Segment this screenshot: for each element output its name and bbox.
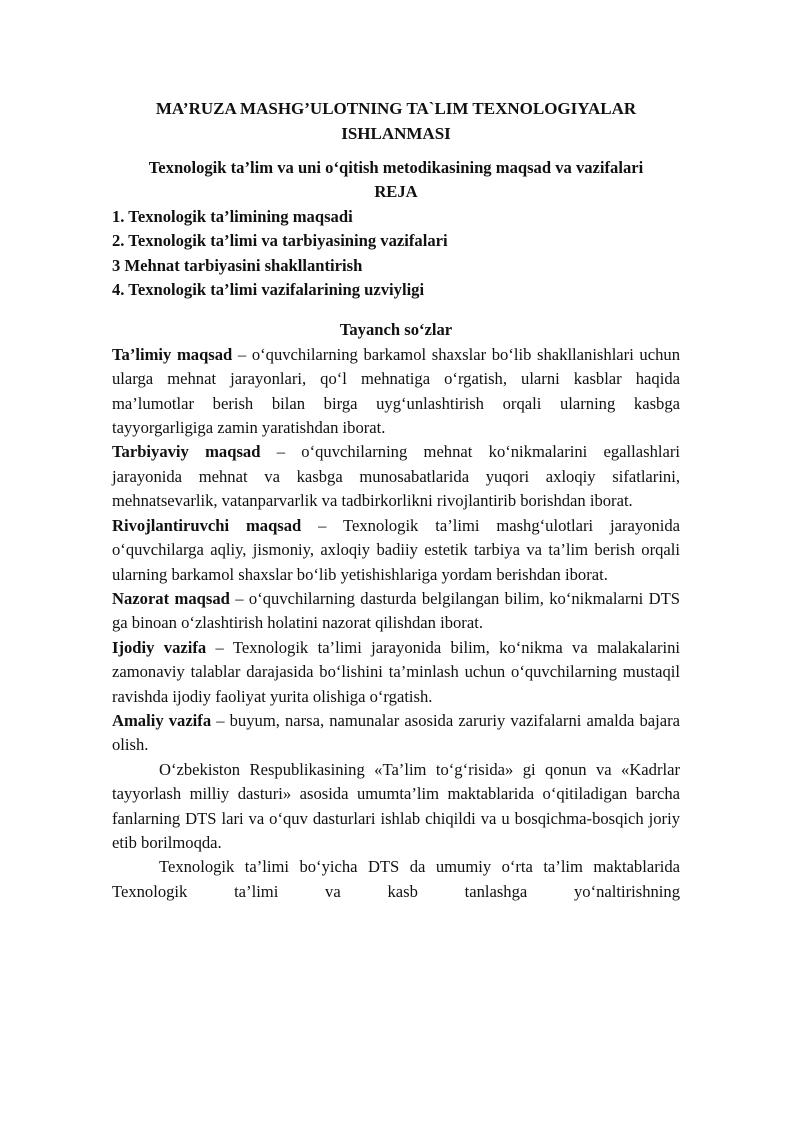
document-page — [112, 96, 680, 904]
definition-term: Nazorat maqsad — [112, 588, 230, 608]
plan-item: 1. Texnologik ta’limining maqsadi — [112, 206, 353, 226]
body-paragraph: O‘zbekiston Respublikasining «Ta’lim to‘g‘risida» gi qonun va «Kadrlar tayyorlash milliy dasturi» asosida umumta’lim maktablarida o‘qitiladigan barcha fanlarning DTS lari va o‘quv dasturlari ishlab chiqildi va u bosqichma-bosqich joriy etib borilmoqda. — [112, 759, 680, 852]
plan-item: 4. Texnologik ta’limi vazifalarining uzviyligi — [112, 280, 425, 300]
definition-talimiy — [112, 343, 680, 441]
plan-item: 2. Texnologik ta’limi va tarbiyasining vazifalari — [112, 231, 448, 251]
definition-text: – o‘quvchilarning mehnat ko‘nikmalarini egallashlari jarayonida mehnat va kasbga munosabatlarida yuqori axloqiy sifatlarini, mehnatsevarlik, vatanparvarlik va tadbirkorlikni rivojlantirib borishdan iborat. — [112, 442, 681, 511]
definition-term: Ta’limiy maqsad — [112, 344, 233, 364]
document-title: MA’RUZA MASHG’ULOTNING TA`LIM TEXNOLOGIYALAR ISHLANMASI — [155, 99, 637, 143]
definition-nazorat — [112, 587, 680, 636]
plan-item: 3 Mehnat tarbiyasini shakllantirish — [112, 255, 363, 275]
lecture-subtitle: Texnologik ta’lim va uni o‘qitish metodikasining maqsad va vazifalari — [148, 158, 644, 177]
definition-text: – o‘quvchilarning dasturda belgilangan bilim, ko‘nikmalarni DTS ga binoan o‘zlashtirish holatini nazorat qilishdan iborat. — [112, 588, 680, 633]
definition-text: – Texnologik ta’limi jarayonida bilim, ko‘nikma va malakalarini zamonaviy talablar darajasida bo‘lishini ta’minlash uchun o‘quvchilarning mustaqil ravishda ijodiy faoliyat yurita olishiga o‘rgatish. — [112, 637, 680, 706]
definition-text: – o‘quvchilarning barkamol shaxslar bo‘lib shakllanishlari uchun ularga mehnat jarayonlari, qo‘l mehnatiga o‘rgatish, ularni kasblar haqida ma’lumotlar berish bilan birga uyg‘unlashtirish orqali ularning kasbga tayyorgarligiga zamin yaratishdan iborat. — [112, 344, 680, 438]
definition-term: Ijodiy vazifa — [112, 637, 207, 657]
definition-tarbiyaviy — [112, 440, 680, 513]
definition-text: – buyum, narsa, namunalar asosida zaruriy vazifalarni amalda bajara olish. — [112, 710, 680, 755]
definition-term: Tarbiyaviy maqsad — [112, 442, 261, 462]
plan-list — [112, 205, 680, 303]
definition-term: Amaliy vazifa — [112, 710, 212, 730]
keywords-heading: Tayanch so‘zlar — [339, 320, 453, 340]
definition-ijodiy — [112, 636, 680, 709]
definition-text: – Texnologik ta’limi mashg‘ulotlari jarayonida o‘quvchilarga aqliy, jismoniy, axloqiy badiiy estetik tarbiya va ta’lim berish orqali ularning barkamol shaxslar bo‘lib yetishishlariga yordam berishdan iborat. — [112, 515, 680, 584]
body-paragraph: Texnologik ta’limi bo‘yicha DTS da umumiy o‘rta ta’lim maktablarida Texnologik ta’limi va kasb tanlashga yo‘naltirishning — [112, 857, 680, 901]
definition-term: Rivojlantiruvchi maqsad — [112, 515, 302, 535]
plan-heading: REJA — [374, 182, 418, 202]
definition-amaliy — [112, 709, 680, 758]
definition-rivojlantiruvchi — [112, 514, 680, 587]
